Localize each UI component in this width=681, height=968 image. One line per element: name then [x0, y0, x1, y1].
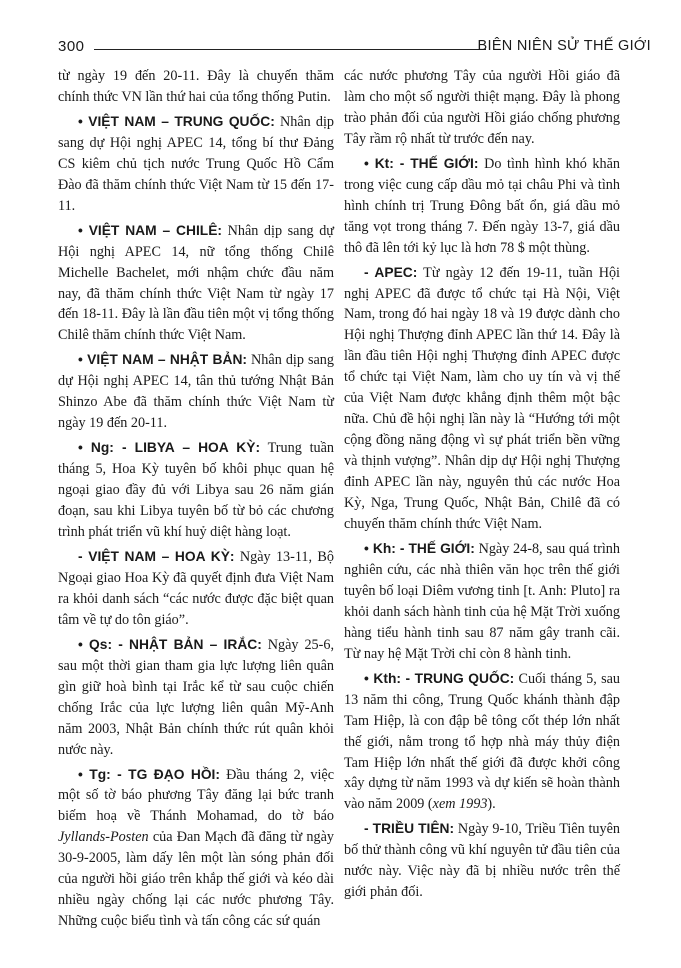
header-rule [94, 49, 486, 50]
entry-text: Ngày 13-11, Bộ Ngoại giao Hoa Kỳ đã quyết định đưa Việt Nam ra khỏi danh sách “các nước được đặc biệt quan tâm về tự do tôn giáo”. [58, 548, 334, 628]
entry-heading: • Kt: - THẾ GIỚI: [364, 155, 479, 171]
entry-text: Nhân dịp sang dự Hội nghị APEC 14, tân thủ tướng Nhật Bản Shinzo Abe đã thăm chính thức Việt Nam từ ngày 19 đến 20-11. [58, 352, 334, 432]
paragraph [344, 66, 620, 150]
paragraph-text: từ ngày 19 đến 20-11. Đây là chuyến thăm chính thức VN lần thứ hai của tổng thống Putin. [58, 68, 334, 105]
entry [58, 350, 334, 434]
entry-heading: • Ng: - LIBYA – HOA KỲ: [78, 440, 261, 456]
entry [58, 765, 334, 933]
entry [344, 669, 620, 816]
entry [58, 547, 334, 631]
entry-text: Từ ngày 12 đến 19-11, tuần Hội nghị APEC đã được tổ chức tại Hà Nội, Việt Nam, trong đó hai ngày 18 và 19 được dành cho Hội nghị Thượng đỉnh APEC lần thứ 14. Đây là lần đầu tiên Hội nghị Thượng đỉnh APEC được tổ chức tại Việt Nam, làm cho uy tín và vị thế của Việt Nam được khẳng định thêm một bậc nữa. Chủ đề hội nghị lần này là “Hướng tới một cộng đồng năng động vì sự phát triển bền vững và thịnh vượng”. Nhân dịp dự Hội nghị Thượng đỉnh APEC lần này, nguyên thủ các nước Hoa Kỳ, Nga, Trung Quốc, Nhật Bản, Chilê đã có chuyến thăm chính thức Việt Nam. [344, 264, 621, 533]
entry-heading: • Kh: - THẾ GIỚI: [364, 540, 475, 556]
entry-heading: • Tg: - TG ĐẠO HỒI: [78, 766, 220, 782]
running-title: BIÊN NIÊN SỬ THẾ GIỚI [477, 38, 651, 54]
page-number: 300 [58, 38, 85, 55]
entry-text: Nhân dịp sang dự Hội nghị APEC 14, tổng bí thư Đảng CS kiêm chủ tịch nước Trung Quốc Hồ Cẩm Đào đã thăm chính thức Việt Nam từ 15 đến 17-11. [58, 113, 334, 214]
entry-text: Cuối tháng 5, sau 13 năm thi công, Trung Quốc khánh thành đập Tam Hiệp, là con đập bê tông cốt thép lớn nhất thế giới, nằm trong tổ hợp nhà máy thủy điện Tam Hiệp lớn nhất thế giới đã được khởi công xây dựng từ năm 1993 và dự kiến sẽ hoàn thành vào năm 2009 ( [344, 670, 621, 813]
page-header [58, 38, 651, 58]
left-column [58, 66, 334, 932]
entry-text: Trung tuần tháng 5, Hoa Kỳ tuyên bố khôi phục quan hệ ngoại giao đầy đủ với Libya sau 26 năm gián đoạn, sau khi Libya tuyên bố từ bỏ các chương trình phát triển vũ khí huỷ diệt hàng loạt. [58, 440, 335, 541]
entry-heading: • Kth: - TRUNG QUỐC: [364, 670, 515, 686]
entry-text: Ngày 25-6, sau một thời gian tham gia lực lượng liên quân gìn giữ hoà bình tại Irắc kể từ sau cuộc chiến chống Irắc của lực lượng liên quân Mỹ-Anh năm 2003, Nhật Bản chính thức rút quân khỏi nước này. [58, 636, 334, 758]
paragraph [58, 66, 334, 108]
entry-heading: • VIỆT NAM – CHILÊ: [78, 222, 223, 238]
entry-text: ). [487, 796, 496, 813]
cross-reference: xem 1993 [432, 796, 488, 813]
entry [58, 438, 334, 543]
entry-text: của Đan Mạch đã đăng từ ngày 30-9-2005, làm dấy lên một làn sóng phản đối của người hồi giáo trên khắp thế giới và kéo dài nhiều ngày chống lại các nước phương Tây. Những cuộc biểu tình và tấn công các sứ quán [58, 829, 334, 930]
entry-heading: - TRIỀU TIÊN: [364, 821, 455, 837]
paragraph-text: các nước phương Tây của người Hồi giáo đã làm cho một số người thiệt mạng. Đây là phong trào phản đối của người Hồi giáo chống phương Tây rầm rộ nhất từ trước đến nay. [344, 68, 620, 147]
entry-text: Ngày 24-8, sau quá trình nghiên cứu, các nhà thiên văn học trên thế giới tuyên bố loại Diêm vương tinh [t. Anh: Pluto] ra khỏi danh sách hành tinh của hệ Mặt Trời xuống hàng tiểu hành tinh sau 87 năm gây tranh cãi. Từ nay hệ Mặt Trời chỉ còn 8 hành tinh. [344, 540, 620, 662]
entry [58, 221, 334, 347]
entry-heading: • VIỆT NAM – TRUNG QUỐC: [78, 113, 275, 129]
entry-heading: - VIỆT NAM – HOA KỲ: [78, 548, 235, 564]
entry-text: Do tình hình khó khăn trong việc cung cấp dầu mỏ tại châu Phi và tình hình chính trị Trung Đông bất ổn, giá dầu mỏ tăng vọt trong tháng 7. Đến ngày 13-7, giá dầu thô đã lên tới kỷ lục là hơn 78 $ một thùng. [344, 155, 620, 256]
right-column [344, 66, 620, 903]
entry [58, 112, 334, 217]
entry-text: Ngày 9-10, Triều Tiên tuyên bố thử thành công vũ khí nguyên tử đầu tiên của nước này. Việc này đã bị nhiều nước trên thế giới phản đối. [344, 821, 620, 901]
entry-heading: - APEC: [364, 264, 418, 280]
entry [344, 263, 620, 535]
entry-heading: • Qs: - NHẬT BẢN – IRẮC: [78, 636, 262, 652]
entry [344, 539, 620, 665]
entry-heading: • VIỆT NAM – NHẬT BẢN: [78, 352, 248, 368]
entry [344, 154, 620, 259]
newspaper-title: Jyllands-Posten [58, 829, 149, 846]
entry-text: Nhân dịp sang dự Hội nghị APEC 14, nữ tổng thống Chilê Michelle Bachelet, mới nhậm chức đầu năm nay, đã thăm chính thức Việt Nam từ ngày 17 đến 18-11. Đây là lần đầu tiên một vị tổng thống Chilê thăm chính thức Việt Nam. [58, 222, 334, 344]
entry [344, 819, 620, 903]
entry-text: Đầu tháng 2, việc một số tờ báo phương Tây đăng lại bức tranh biếm hoạ về Thánh Mohamad, do tờ báo [58, 766, 334, 825]
entry [58, 635, 334, 761]
